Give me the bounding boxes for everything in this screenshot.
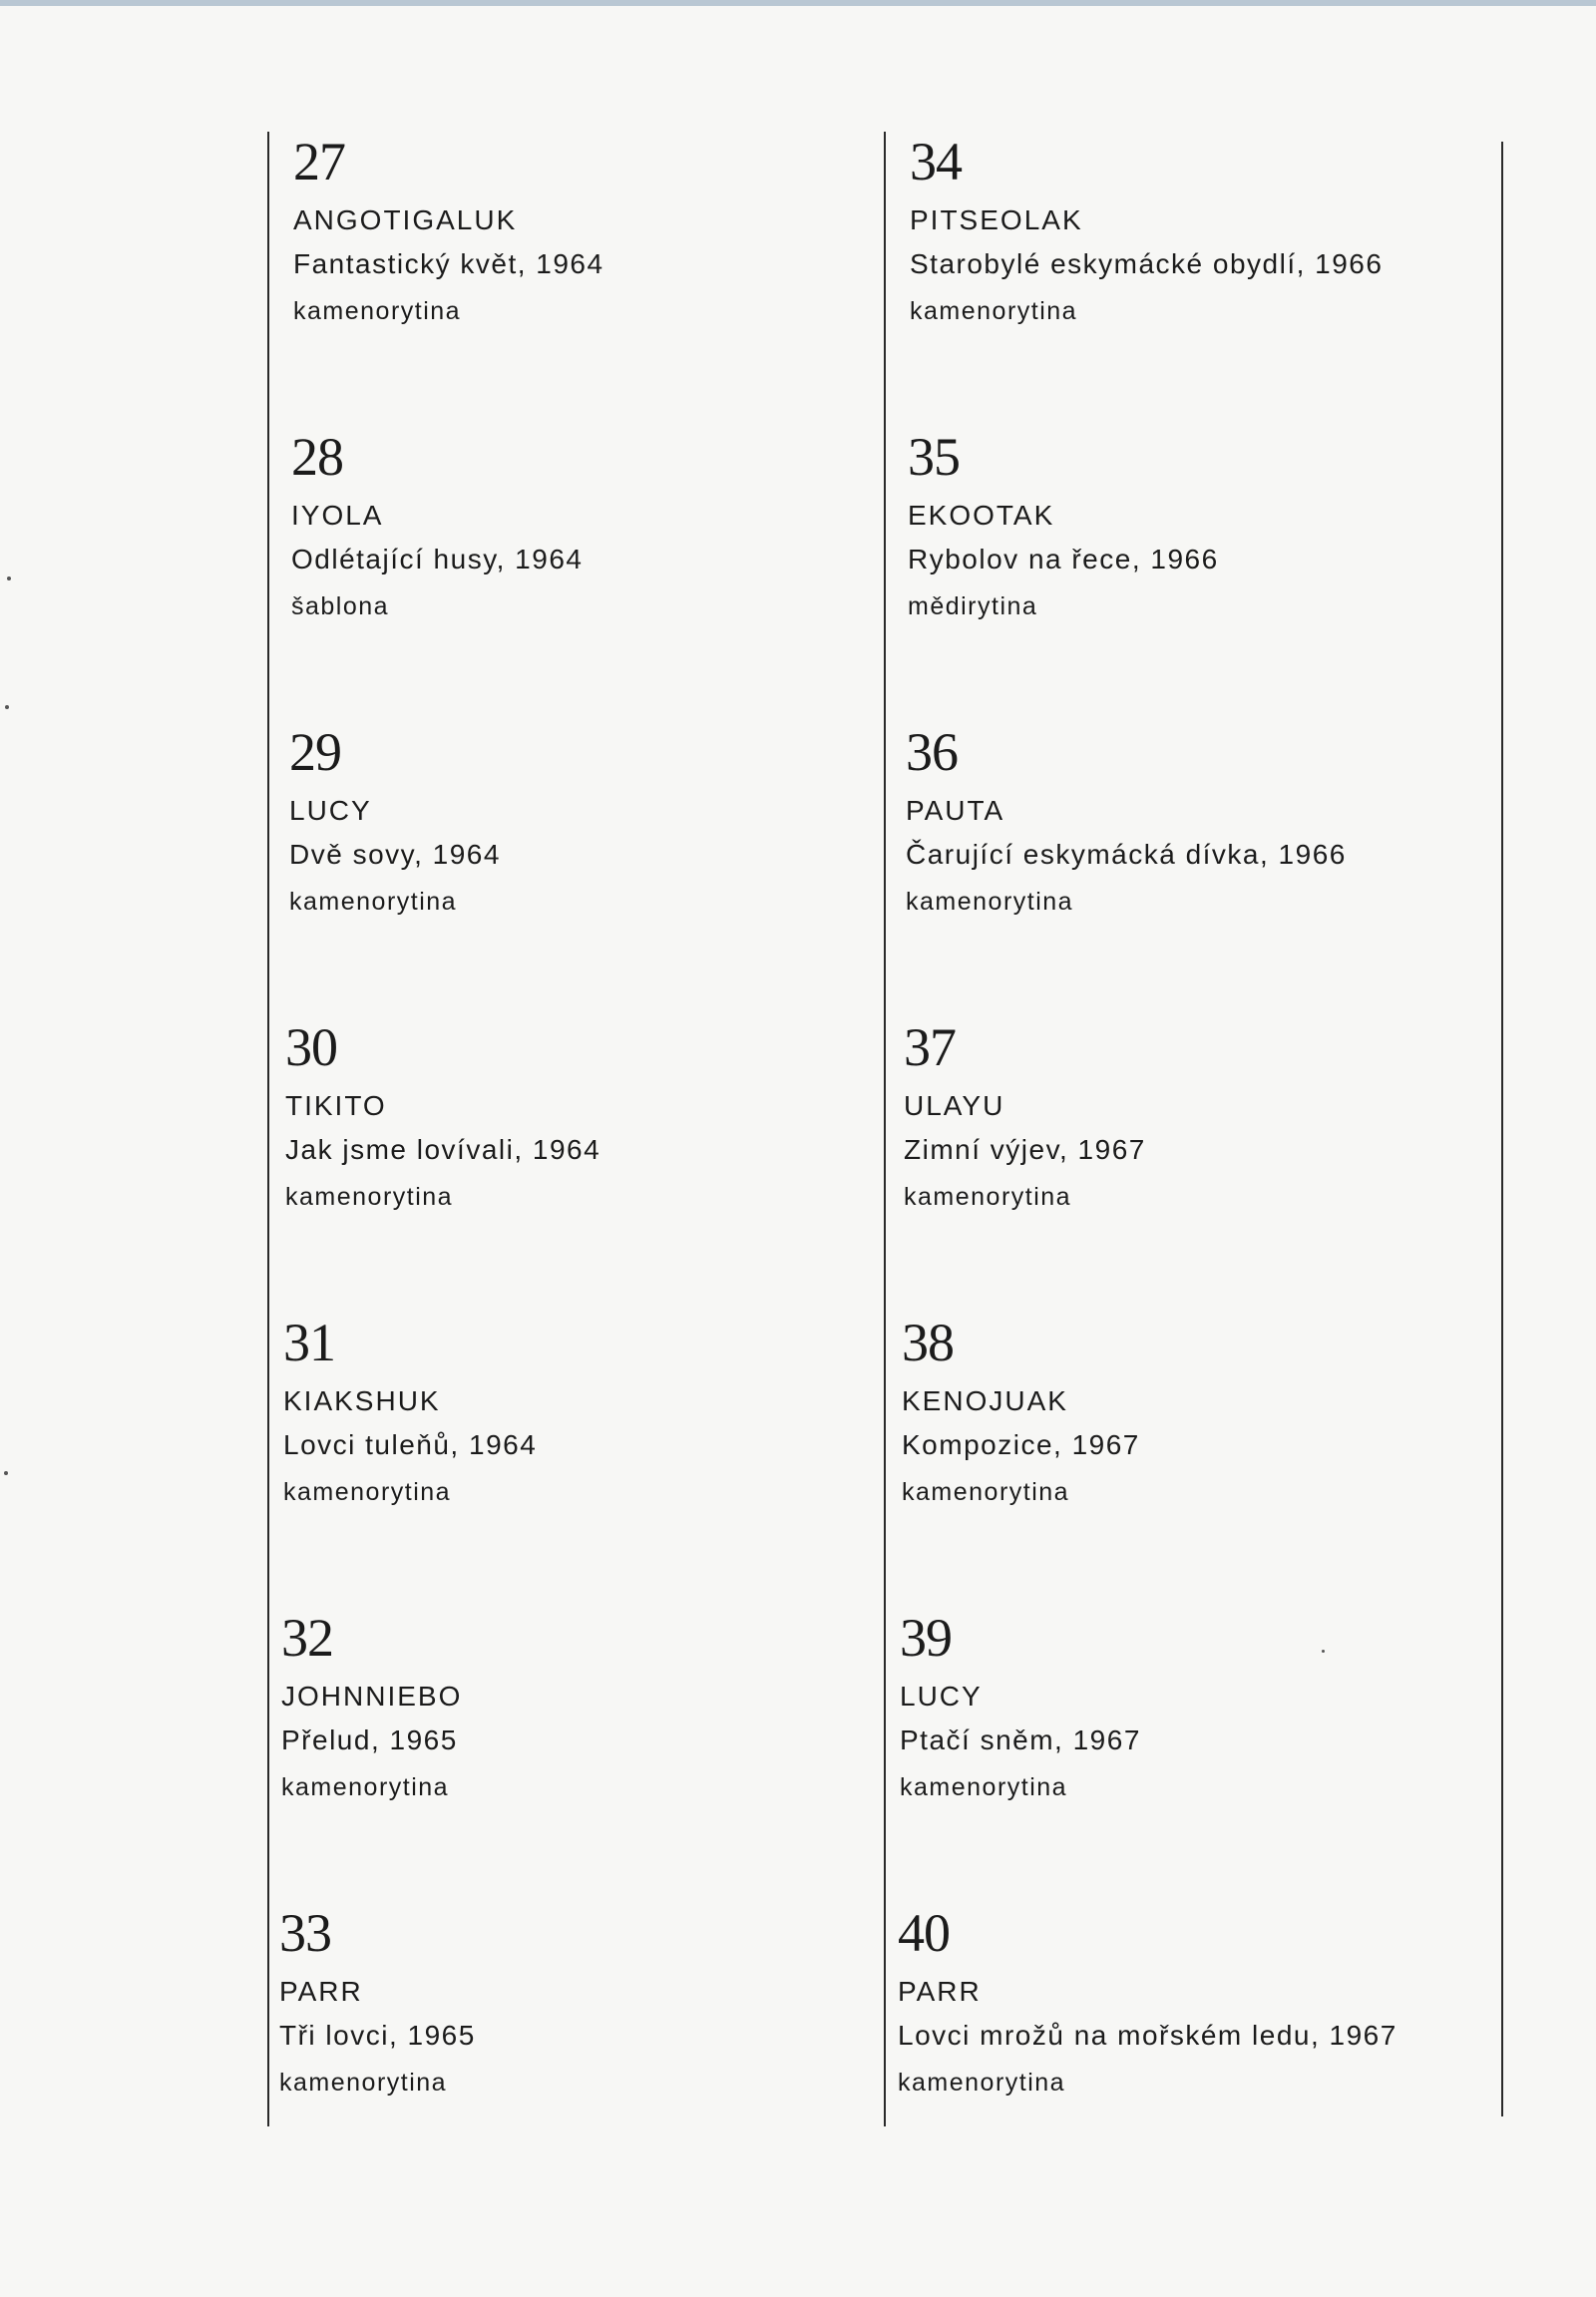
entry-artist: KENOJUAK [902,1385,1068,1416]
column-divider-right [1501,142,1503,2116]
entry-work-title: Jak jsme lovívali, 1964 [285,1134,601,1165]
catalog-entry [285,1017,600,1213]
catalog-entry [902,1313,1140,1508]
entry-technique: kamenorytina [281,1773,450,1801]
entry-work-title: Lovci mrožů na mořském ledu, 1967 [898,2020,1397,2051]
entry-technique: kamenorytina [904,1183,1072,1211]
entry-technique: kamenorytina [279,2069,448,2097]
entry-work-title: Fantastický květ, 1964 [293,248,604,279]
catalog-entry [900,1608,1141,1803]
catalog-column-right [884,132,1504,2126]
entry-number: 36 [906,722,958,782]
entry-work-title: Čarující eskymácká dívka, 1966 [906,839,1347,870]
entry-artist: IYOLA [291,500,384,531]
entry-technique: kamenorytina [283,1478,452,1506]
scan-speck [4,1471,8,1475]
catalog-entry [281,1608,462,1803]
catalog-entry [293,132,604,327]
entry-work-title: Lovci tuleňů, 1964 [283,1429,538,1460]
entry-artist: PAUTA [906,795,1005,826]
entry-artist: ULAYU [904,1090,1005,1121]
entry-artist: PARR [279,1976,363,2007]
entry-technique: kamenorytina [293,297,462,325]
entry-artist: PARR [898,1976,982,2007]
entry-number: 38 [902,1313,954,1372]
entry-artist: LUCY [289,795,372,826]
entry-number: 39 [900,1608,952,1668]
entry-artist: TIKITO [285,1090,387,1121]
entry-technique: kamenorytina [898,2069,1066,2097]
entry-work-title: Odlétající husy, 1964 [291,544,584,574]
entry-technique: mědirytina [908,592,1038,620]
catalog-entry [283,1313,537,1508]
catalog-entry [291,427,583,622]
entry-work-title: Kompozice, 1967 [902,1429,1140,1460]
entry-technique: kamenorytina [289,888,458,916]
entry-number: 33 [279,1903,331,1963]
entry-technique: kamenorytina [285,1183,454,1211]
entry-work-title: Ptačí sněm, 1967 [900,1724,1141,1755]
catalog-entry [910,132,1383,327]
scan-speck [7,576,11,580]
entry-artist: KIAKSHUK [283,1385,441,1416]
entry-technique: šablona [291,592,390,620]
entry-work-title: Dvě sovy, 1964 [289,839,501,870]
entry-artist: PITSEOLAK [910,204,1083,235]
entry-technique: kamenorytina [902,1478,1070,1506]
entry-work-title: Starobylé eskymácké obydlí, 1966 [910,248,1384,279]
catalog-entry [289,722,501,918]
entry-number: 27 [293,132,345,191]
entry-artist: EKOOTAK [908,500,1055,531]
entry-technique: kamenorytina [910,297,1078,325]
catalog-column-left [267,132,868,2126]
entry-number: 28 [291,427,343,487]
entry-technique: kamenorytina [906,888,1074,916]
catalog-entry [908,427,1219,622]
catalog-entry [904,1017,1146,1213]
entry-technique: kamenorytina [900,1773,1068,1801]
entry-artist: ANGOTIGALUK [293,204,518,235]
entry-number: 31 [283,1313,335,1372]
entry-work-title: Přelud, 1965 [281,1724,458,1755]
entry-number: 37 [904,1017,956,1077]
catalog-entry [898,1903,1397,2099]
entry-work-title: Zimní výjev, 1967 [904,1134,1146,1165]
entry-work-title: Rybolov na řece, 1966 [908,544,1219,574]
catalog-entry [906,722,1347,918]
catalog-entry [279,1903,476,2099]
entry-work-title: Tři lovci, 1965 [279,2020,476,2051]
entry-number: 35 [908,427,960,487]
entry-number: 40 [898,1903,950,1963]
entry-number: 29 [289,722,341,782]
scan-speck [5,705,9,709]
entry-artist: JOHNNIEBO [281,1681,463,1712]
entry-number: 30 [285,1017,337,1077]
entry-artist: LUCY [900,1681,983,1712]
entry-number: 34 [910,132,962,191]
scan-speck [1322,1650,1325,1653]
entry-number: 32 [281,1608,333,1668]
